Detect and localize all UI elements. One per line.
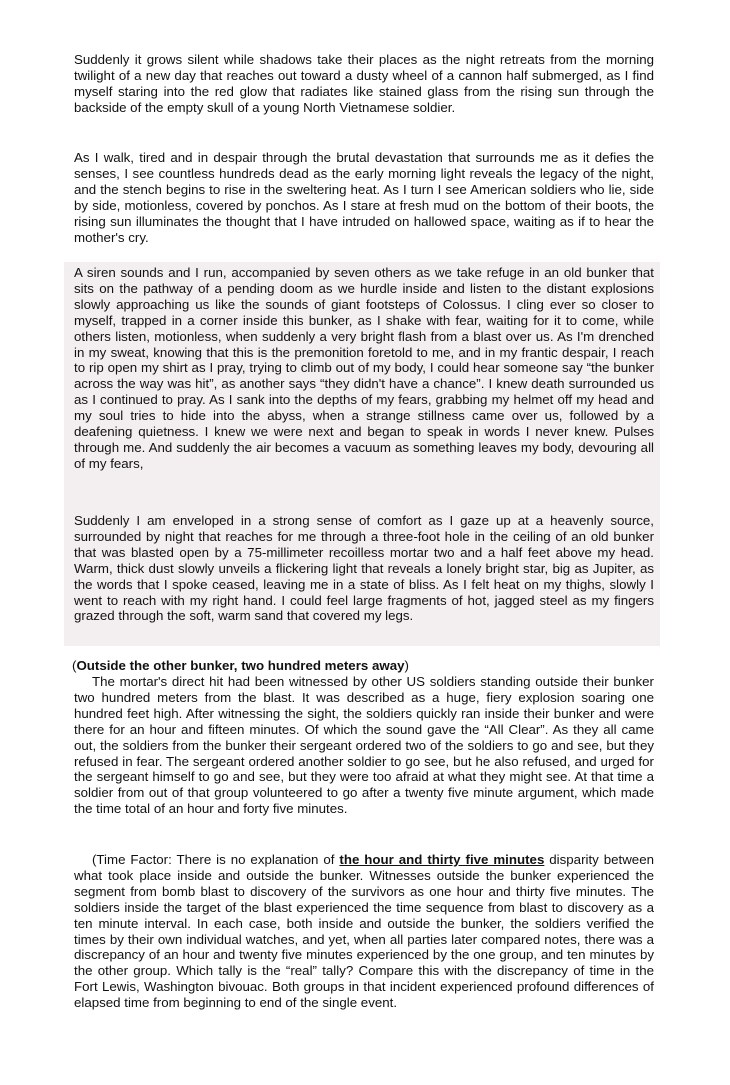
heading-bold-text: Outside the other bunker, two hundred meters away — [76, 658, 405, 673]
paragraph-siren: A siren sounds and I run, accompanied by seven others as we take refuge in an old bunker that sits on the pathway of a pending doom as we hurdle inside and listen to the distant explosions slowly approaching us like the sounds of giant footsteps of Colossus. I cling ever so closer to myself, trapped in a corner inside this bunker, as I shake with fear, waiting for it to come, while others listen, motionless, when suddenly a very bright flash from a blast over us. As I'm drenched in my sweat, knowing that this is the premonition foretold to me, and in my frantic despair, I reach to rip open my shirt as I pray, trying to climb out of my body, I could hear someone say “the bunker across the way was hit”, as another says “they didn't have a chance”. I knew death surrounded us as I continued to pray. As I sank into the depths of my fears, grabbing my helmet off my head and my soul tries to hide into the abyss, when a strange stillness came over us, followed by a deafening quietness. I knew we were next and began to speak in words I never knew. Pulses through me. And suddenly the air becomes a vacuum as something leaves my body, devouring all of my fears, — [74, 265, 654, 471]
time-factor-emphasis: the hour and thirty five minutes — [339, 852, 545, 867]
heading-open-paren: ( — [72, 658, 77, 673]
paragraph-time-factor — [74, 852, 654, 1011]
time-factor-body: disparity between what took place inside and outside the bunker. Witnesses outside the bunker experienced the segment from bomb blast to discovery of the survivors as one hour and thirty five minutes. The soldiers inside the target of the blast experienced the time sequence from blast to discovery as a ten minute interval. In each case, both inside and outside the bunker, the soldiers verified the times by their own individual watches, and yet, when all parties later compared notes, there was a discrepancy of an hour and twenty five minutes experienced by the one group, and ten minutes by the other group. Which tally is the “real” tally? Compare this with the discrepancy of time in the Fort Lewis, Washington bivouac. Both groups in that incident experienced profound differences of elapsed time from beginning to end of the single event. — [74, 852, 654, 1011]
paragraph-mortar: The mortar's direct hit had been witnessed by other US soldiers standing outside their bunker two hundred meters from the blast. It was described as a huge, fiery explosion soaring one hundred feet high. After witnessing the sight, the soldiers quickly ran inside their bunker and were there for an hour and fifteen minutes. Of which the sound gave the “All Clear”. As they all came out, the soldiers from the bunker their sergeant ordered two of the soldiers to go and see, but they refused in fear. The sergeant ordered another soldier to go see, but he also refused, and urged for the sergeant himself to go and see, but they were too afraid at what they might see. At that time a soldier from out of that group volunteered to go after a twenty five minute argument, which made the time total of an hour and forty five minutes. — [74, 674, 654, 817]
time-factor-intro: (Time Factor: There is no explanation of — [92, 852, 340, 867]
paragraph-devastation: As I walk, tired and in despair through the brutal devastation that surrounds me as it defies the senses, I see countless hundreds dead as the early morning light reveals the legacy of the night, and the stench begins to rise in the sweltering heat. As I turn I see American soldiers who lie, side by side, motionless, covered by ponchos. As I stare at fresh mud on the bottom of their boots, the rising sun illuminates the thought that I have intruded on hallowed space, waiting as if to hear the mother's cry. — [74, 150, 654, 245]
paragraph-comfort: Suddenly I am enveloped in a strong sense of comfort as I gaze up at a heavenly source, surrounded by night that reaches for me through a three-foot hole in the ceiling of an old bunker that was blasted open by a 75-millimeter recoilless mortar two and a half feet above my head. Warm, thick dust slowly unveils a flickering light that reveals a lonely bright star, big as Jupiter, as the words that I spoke ceased, leaving me in a state of bliss. As I felt heat on my thighs, slowly I went to reach with my right hand. I could feel large fragments of hot, jagged steel as my fingers grazed through the soft, warm sand that covered my legs. — [74, 513, 654, 624]
heading-close-paren: ) — [404, 658, 409, 673]
section-heading — [72, 658, 409, 674]
paragraph-skull: Suddenly it grows silent while shadows take their places as the night retreats from the morning twilight of a new day that reaches out toward a dusty wheel of a cannon half submerged, as I find myself staring into the red glow that radiates like stained glass from the rising sun through the backside of the empty skull of a young North Vietnamese soldier. — [74, 52, 654, 115]
